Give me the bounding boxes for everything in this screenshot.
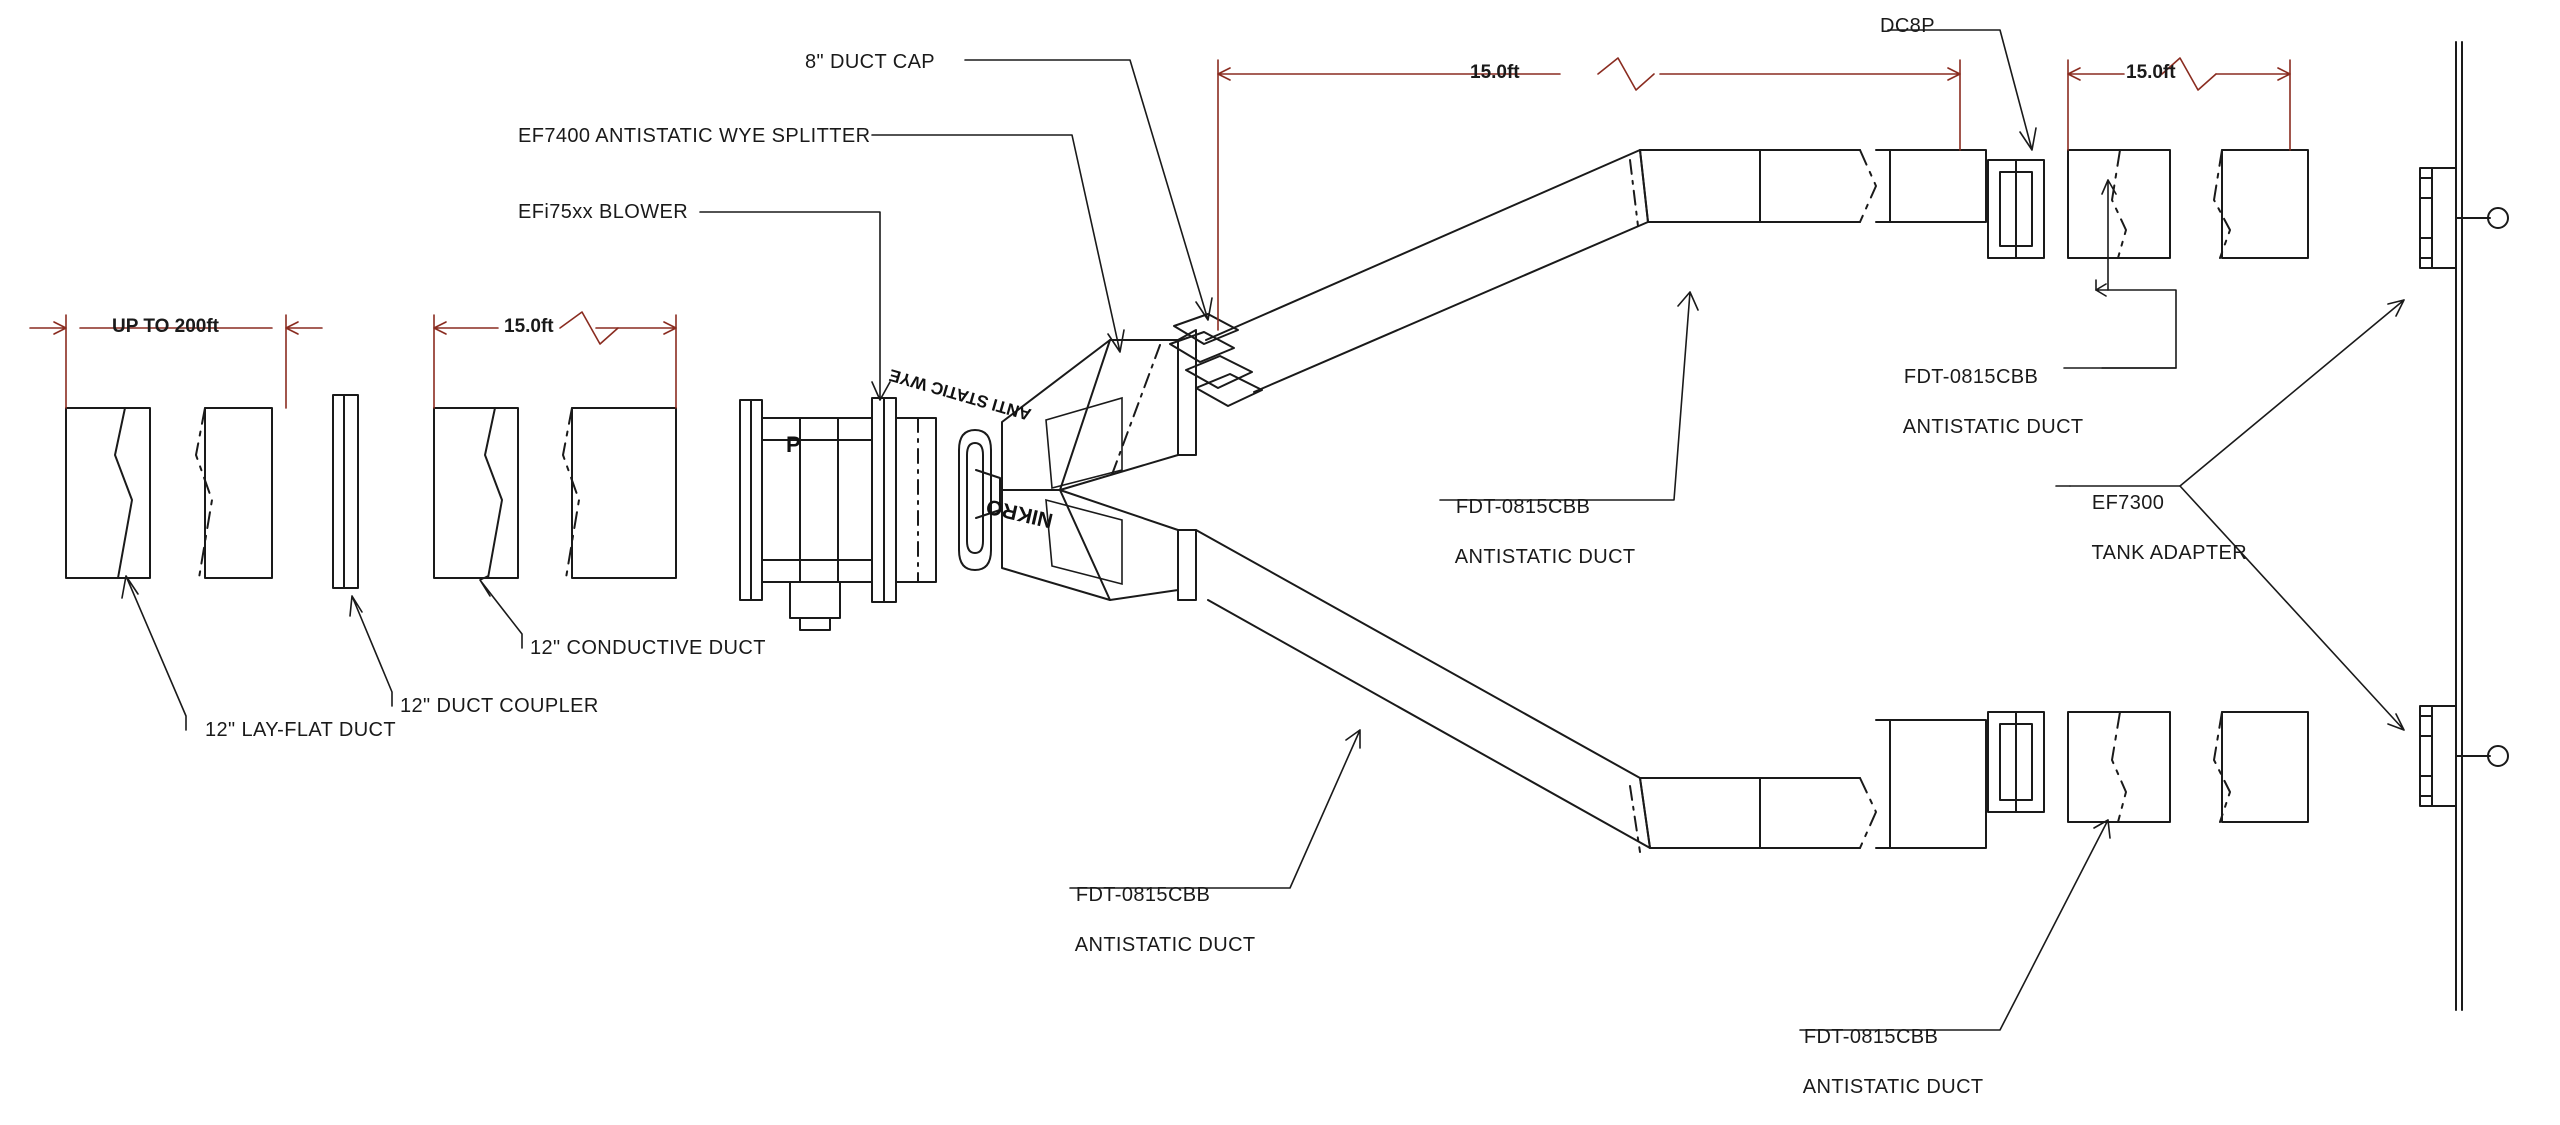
blower-shape: [740, 398, 1000, 630]
callout-lay-flat-duct: 12" LAY-FLAT DUCT: [205, 719, 396, 741]
dimension-lay-flat: UP TO 200ft: [112, 316, 220, 337]
dimension-conductive-duct: 15.0ft: [504, 316, 554, 337]
leader-lines: [122, 30, 2404, 1030]
callout-dc8p: DC8P: [1880, 15, 1935, 37]
callout-part-desc: TANK ADAPTER: [2091, 542, 2248, 564]
dimension-upper-run-1: 15.0ft: [1470, 62, 1520, 83]
callout-blower: EFi75xx BLOWER: [518, 201, 689, 223]
dimension-upper-run-2: 15.0ft: [2126, 62, 2176, 83]
callout-part-desc: ANTISTATIC DUCT: [1074, 934, 1256, 956]
wye-splitter-shape: [1002, 330, 1196, 600]
tank-adapter-shapes: [2420, 42, 2508, 1010]
callout-duct-cap: 8" DUCT CAP: [805, 51, 936, 73]
callout-part-desc: ANTISTATIC DUCT: [1454, 546, 1636, 568]
callout-tank-adapter: [2068, 466, 2247, 591]
callout-duct-coupler: 12" DUCT COUPLER: [400, 695, 599, 717]
callout-part-number: FDT-0815CBB: [1455, 496, 1591, 518]
callout-antistatic-duct-upper-left: [1432, 470, 1636, 595]
callout-antistatic-duct-lower-left: [1052, 858, 1256, 983]
callout-antistatic-duct-lower-right: [1780, 1000, 1984, 1125]
blower-logo-mark: P: [786, 432, 801, 457]
callout-part-number: EF7300: [2091, 492, 2165, 514]
callout-wye-splitter: EF7400 ANTISTATIC WYE SPLITTER: [518, 125, 871, 147]
wye-brand-mark: NIKRO: [984, 494, 1056, 532]
wye-antistatic-mark: ANTI STATIC WYE: [886, 365, 1034, 424]
callout-part-number: FDT-0815CBB: [1803, 1026, 1939, 1048]
lay-flat-duct-shape: [66, 408, 272, 578]
conductive-duct-shape: [434, 408, 676, 578]
callout-antistatic-duct-upper-right: [1880, 340, 2084, 465]
callout-conductive-duct: 12" CONDUCTIVE DUCT: [530, 637, 766, 659]
callout-part-number: FDT-0815CBB: [1075, 884, 1211, 906]
callout-part-desc: ANTISTATIC DUCT: [1902, 416, 2084, 438]
callout-part-desc: ANTISTATIC DUCT: [1802, 1076, 1984, 1098]
duct-coupler-shape: [333, 395, 358, 588]
callout-part-number: FDT-0815CBB: [1903, 366, 2039, 388]
